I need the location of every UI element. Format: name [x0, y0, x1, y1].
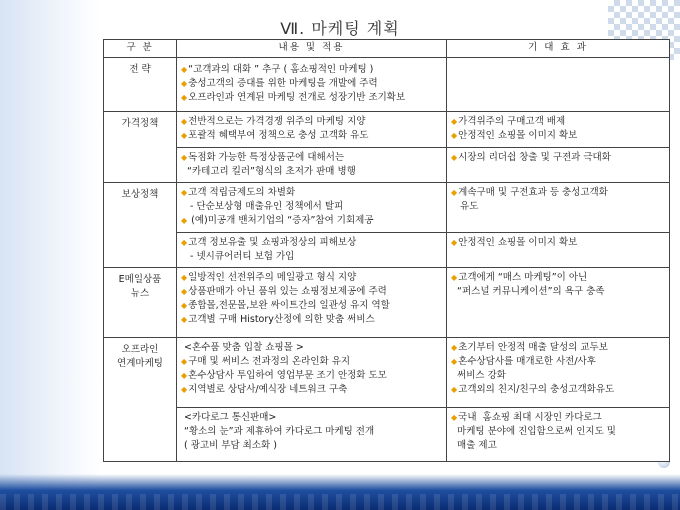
cell-text: 전반적으로는 가격경쟁 위주의 마케팅 지양 — [188, 116, 366, 127]
content-cell — [177, 233, 447, 268]
effect-cell — [447, 58, 670, 112]
cell-text: 고객별 구매 History산정에 의한 맞춤 써비스 — [188, 314, 375, 325]
content-cell — [177, 112, 447, 148]
cell-text: 충성고객의 증대를 위한 마케팅을 개발에 주력 — [188, 78, 378, 89]
background-left-gradient — [0, 0, 100, 510]
cell-line — [181, 425, 442, 439]
diamond-bullet-icon: ◆ — [451, 153, 458, 162]
cell-line — [451, 271, 665, 285]
cell-text: 고객외의 친지/친구의 충성고객화유도 — [458, 384, 615, 395]
cell-text: 초기부터 안정적 매출 달성의 교두보 — [458, 342, 608, 353]
content-cell — [177, 183, 447, 233]
diamond-bullet-icon: ◆ — [181, 188, 188, 197]
cell-line — [181, 77, 442, 91]
category-label: 오프라인 — [121, 344, 159, 355]
table-row — [104, 408, 670, 462]
cell-line — [451, 151, 665, 165]
table-row — [104, 58, 670, 112]
table-row — [104, 112, 670, 148]
cell-line — [451, 236, 665, 250]
cell-text: (예)미공개 밴처기업의 “증자”참여 기회제공 — [188, 215, 374, 226]
cell-text: - 넷시큐어러티 보험 가입 — [181, 251, 295, 262]
cell-line — [451, 439, 665, 453]
category-cell — [104, 338, 177, 462]
cell-line — [451, 285, 665, 299]
effect-cell — [447, 148, 670, 183]
diamond-bullet-icon: ◆ — [451, 357, 458, 366]
cell-text: 고객 적립금제도의 차별화 — [188, 187, 296, 198]
cell-text: “카테고리 킬러”형식의 초저가 판매 병행 — [181, 166, 356, 177]
diamond-bullet-icon: ◆ — [451, 343, 458, 352]
cell-line — [451, 383, 665, 397]
diamond-bullet-icon: ◆ — [181, 273, 188, 282]
cell-text: 안정적인 쇼핑몰 이미지 확보 — [458, 130, 578, 141]
cell-line — [181, 411, 442, 425]
content-cell — [177, 148, 447, 183]
cell-line — [451, 411, 665, 425]
cell-text: “황소의 눈”과 제휴하여 카다로그 마케팅 전개 — [181, 426, 375, 437]
cell-line — [181, 236, 442, 250]
cell-line — [181, 129, 442, 143]
diamond-bullet-icon: ◆ — [451, 238, 458, 247]
category-cell — [104, 58, 177, 112]
category-label: 보상정책 — [121, 189, 159, 200]
cell-text: 고객에게 “매스 마케팅”이 아닌 — [458, 272, 588, 283]
cell-line — [181, 271, 442, 285]
diamond-bullet-icon: ◆ — [181, 153, 188, 162]
table-row — [104, 148, 670, 183]
table-header-row — [104, 40, 670, 58]
cell-line — [181, 151, 442, 165]
cell-line — [181, 200, 442, 214]
cell-line — [451, 186, 665, 200]
diamond-bullet-icon: ◆ — [451, 117, 458, 126]
category-cell — [104, 183, 177, 268]
table-row — [104, 233, 670, 268]
cell-text: 계속구매 및 구전효과 등 충성고객화 — [458, 187, 608, 198]
diamond-bullet-icon: ◆ — [181, 385, 188, 394]
cell-text: <혼수품 맞춤 입찰 쇼핑몰 > — [181, 342, 304, 353]
header-content: 내용 및 적용 — [177, 40, 447, 58]
cell-text: 안정적인 쇼핑몰 이미지 확보 — [458, 237, 578, 248]
cell-line — [451, 115, 665, 129]
diamond-bullet-icon: ◆ — [451, 273, 458, 282]
diamond-bullet-icon: ◆ — [181, 117, 188, 126]
cell-text: 마케팅 분야에 진입함으로써 인지도 및 — [451, 426, 616, 437]
cell-line — [451, 369, 665, 383]
category-label: 가격정책 — [121, 118, 159, 129]
cell-line — [181, 115, 442, 129]
cell-line — [181, 186, 442, 200]
diamond-bullet-icon: ◆ — [181, 131, 188, 140]
content-cell — [177, 408, 447, 462]
cell-line — [451, 129, 665, 143]
header-effect: 기 대 효 과 — [447, 40, 670, 58]
table-row — [104, 338, 670, 408]
cell-line — [181, 285, 442, 299]
diamond-bullet-icon: ◆ — [181, 357, 188, 366]
category-label: 뉴스 — [130, 288, 150, 299]
cell-text: - 단순보상형 매출유인 정책에서 탈피 — [181, 201, 344, 212]
content-cell — [177, 58, 447, 112]
effect-cell — [447, 338, 670, 408]
cell-line — [181, 63, 442, 77]
effect-cell — [447, 112, 670, 148]
cell-text: 일방적인 선전위주의 메일광고 형식 지양 — [188, 272, 357, 283]
diamond-bullet-icon: ◆ — [181, 79, 188, 88]
category-label: E메일상품 — [118, 274, 162, 285]
cell-text: ( 광고비 부담 최소화 ) — [181, 440, 277, 451]
cell-line — [181, 383, 442, 397]
diamond-bullet-icon: ◆ — [451, 131, 458, 140]
effect-cell — [447, 408, 670, 462]
cell-text: 구매 및 써비스 전과정의 온라인화 유지 — [188, 356, 351, 367]
effect-cell — [447, 233, 670, 268]
cell-line — [181, 91, 442, 105]
cell-line — [451, 341, 665, 355]
cell-line — [181, 299, 442, 313]
diamond-bullet-icon: ◆ — [181, 371, 188, 380]
cell-text: 매출 제고 — [451, 440, 497, 451]
diamond-bullet-icon: ◆ — [451, 413, 458, 422]
cell-line — [451, 200, 665, 214]
category-cell — [104, 268, 177, 338]
cell-text: 유도 — [451, 201, 479, 212]
table-row — [104, 268, 670, 338]
cell-text: 써비스 강화 — [451, 370, 506, 381]
cell-line — [181, 250, 442, 264]
cell-text: 혼수상담사 투입하여 영업부문 조기 안정화 도모 — [188, 370, 387, 381]
cell-line — [181, 313, 442, 327]
marketing-plan-table — [103, 39, 670, 462]
cell-text: 고객 정보유출 및 쇼핑과정상의 피해보상 — [188, 237, 357, 248]
cell-text: “퍼스널 커뮤니케이션”의 욕구 충족 — [451, 286, 605, 297]
cell-text: 독점화 가능한 특정상품군에 대해서는 — [188, 152, 345, 163]
diamond-bullet-icon: ◆ — [181, 65, 188, 74]
cell-text: 시장의 리더쉽 창출 및 구젼과 극대화 — [458, 152, 611, 163]
diamond-bullet-icon: ◆ — [181, 216, 188, 225]
category-label: 전 략 — [129, 64, 151, 75]
category-label: 연계마케팅 — [117, 358, 163, 369]
header-category: 구 분 — [104, 40, 177, 58]
slide-title: Ⅶ. 마케팅 계획 — [280, 19, 400, 38]
cell-text: 지역별로 상담사/예식장 네트워크 구축 — [188, 384, 348, 395]
diamond-bullet-icon: ◆ — [181, 301, 188, 310]
cell-line — [181, 165, 442, 179]
cell-line — [181, 369, 442, 383]
effect-cell — [447, 268, 670, 338]
cell-text: 포괄적 혜택부여 정책으로 충성 고객화 유도 — [188, 130, 369, 141]
diamond-bullet-icon: ◆ — [181, 315, 188, 324]
cell-text: 가격위주의 구매고객 배제 — [458, 116, 566, 127]
cell-text: 종합몰,전문몰,보완 싸이트간의 일관성 유지 역할 — [188, 300, 390, 311]
cell-line — [181, 439, 442, 453]
cell-text: 상품판매가 아닌 품위 있는 쇼핑정보제공에 주력 — [188, 286, 387, 297]
cell-text: “고객과의 대화 ” 추구 ( 홈쇼핑적인 마케팅 ) — [188, 64, 374, 75]
cell-text: 혼수상담사를 매개로한 사전/사후 — [458, 356, 596, 367]
content-cell — [177, 338, 447, 408]
cell-text: <카다로그 통신판매> — [181, 412, 277, 423]
table-row — [104, 183, 670, 233]
cell-text: 국내 홈쇼핑 최대 시장인 카다로그 — [458, 412, 602, 423]
background-bottom-pattern — [0, 494, 680, 510]
diamond-bullet-icon: ◆ — [451, 188, 458, 197]
cell-line — [451, 355, 665, 369]
cell-line — [451, 425, 665, 439]
cell-line — [181, 341, 442, 355]
diamond-bullet-icon: ◆ — [451, 385, 458, 394]
effect-cell — [447, 183, 670, 233]
cell-line — [181, 355, 442, 369]
content-cell — [177, 268, 447, 338]
cell-line — [181, 214, 442, 228]
diamond-bullet-icon: ◆ — [181, 238, 188, 247]
diamond-bullet-icon: ◆ — [181, 287, 188, 296]
diamond-bullet-icon: ◆ — [181, 93, 188, 102]
category-cell — [104, 112, 177, 183]
cell-text: 오프라인과 연계된 마케팅 전개로 성장기반 조기확보 — [188, 92, 406, 103]
